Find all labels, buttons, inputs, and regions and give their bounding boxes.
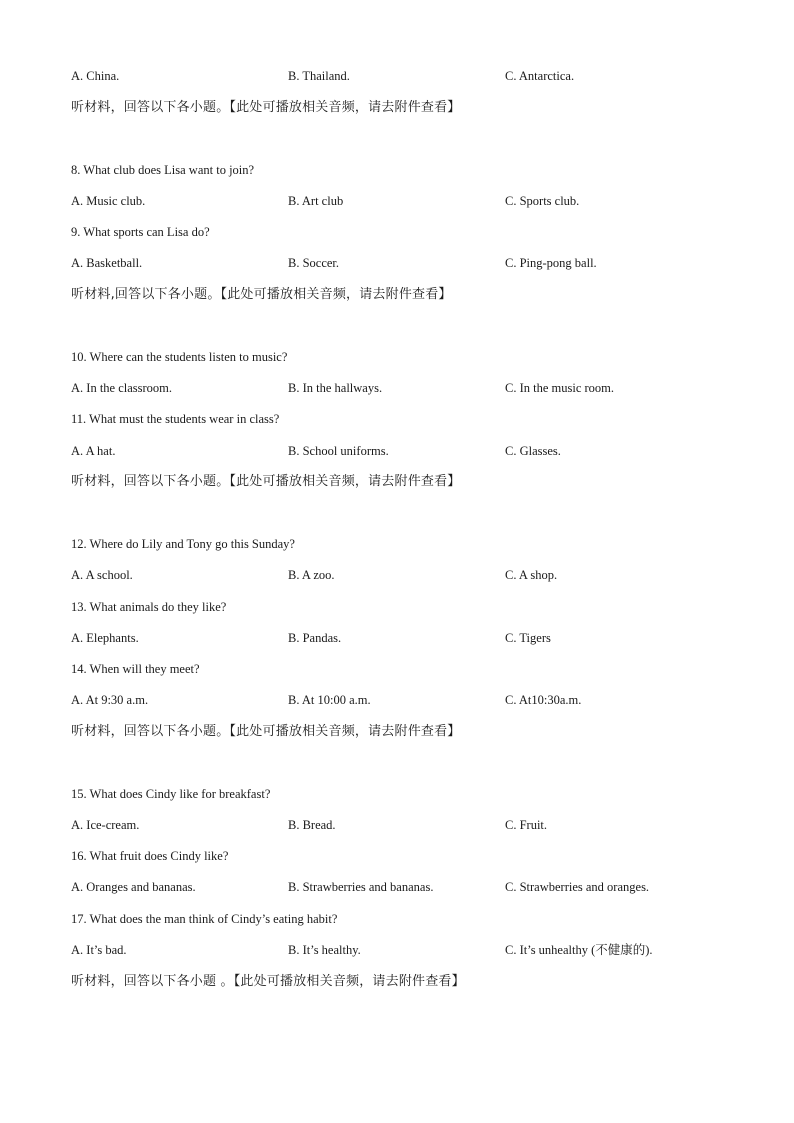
q15-option-b: B. Bread.	[288, 818, 336, 832]
question-10: 10. Where can the students listen to music?	[71, 350, 288, 364]
question-12: 12. Where do Lily and Tony go this Sunday?	[71, 537, 295, 551]
listening-instruction: 听材料，回答以下各小题。【此处可播放相关音频，请去附件查看】	[71, 474, 461, 489]
q10-option-a: A. In the classroom.	[71, 381, 173, 395]
q17-option-a: A. It’s bad.	[71, 943, 127, 957]
q8-option-a: A. Music club.	[71, 194, 146, 208]
q11-option-a: A. A hat.	[71, 444, 116, 458]
q17-option-b: B. It’s healthy.	[288, 943, 361, 957]
q7-option-a: A. China.	[71, 69, 120, 83]
q12-option-b: B. A zoo.	[288, 568, 335, 582]
q12-option-c: C. A shop.	[505, 568, 558, 582]
q8-option-c: C. Sports club.	[505, 194, 580, 208]
q9-option-b: B. Soccer.	[288, 256, 340, 270]
q13-option-b: B. Pandas.	[288, 631, 342, 645]
question-16: 16. What fruit does Cindy like?	[71, 849, 229, 863]
listening-instruction: 听材料，回答以下各小题。【此处可播放相关音频，请去附件查看】	[71, 100, 461, 115]
q11-option-b: B. School uniforms.	[288, 444, 389, 458]
q13-option-c: C. Tigers	[505, 631, 551, 645]
listening-instruction: 听材料,回答以下各小题。【此处可播放相关音频，请去附件查看】	[71, 287, 452, 302]
question-17: 17. What does the man think of Cindy’s eating habit?	[71, 912, 338, 926]
q16-option-b: B. Strawberries and bananas.	[288, 880, 434, 894]
q14-option-a: A. At 9:30 a.m.	[71, 693, 149, 707]
q7-option-c: C. Antarctica.	[505, 69, 575, 83]
q8-option-b: B. Art club	[288, 194, 344, 208]
q11-option-c: C. Glasses.	[505, 444, 561, 458]
q10-option-b: B. In the hallways.	[288, 381, 383, 395]
q7-option-b: B. Thailand.	[288, 69, 350, 83]
listening-instruction: 听材料，回答以下各小题 。【此处可播放相关音频，请去附件查看】	[71, 974, 465, 989]
q17-option-c: C. It’s unhealthy (不健康的).	[505, 943, 653, 957]
q13-option-a: A. Elephants.	[71, 631, 139, 645]
q15-option-c: C. Fruit.	[505, 818, 548, 832]
q9-option-c: C. Ping-pong ball.	[505, 256, 597, 270]
question-9: 9. What sports can Lisa do?	[71, 225, 210, 239]
question-11: 11. What must the students wear in class?	[71, 412, 280, 426]
q9-option-a: A. Basketball.	[71, 256, 143, 270]
q14-option-b: B. At 10:00 a.m.	[288, 693, 371, 707]
q16-option-c: C. Strawberries and oranges.	[505, 880, 650, 894]
q14-option-c: C. At10:30a.m.	[505, 693, 582, 707]
q10-option-c: C. In the music room.	[505, 381, 615, 395]
q15-option-a: A. Ice-cream.	[71, 818, 140, 832]
question-13: 13. What animals do they like?	[71, 600, 227, 614]
q12-option-a: A. A school.	[71, 568, 133, 582]
listening-instruction: 听材料，回答以下各小题。【此处可播放相关音频，请去附件查看】	[71, 724, 461, 739]
q16-option-a: A. Oranges and bananas.	[71, 880, 196, 894]
question-15: 15. What does Cindy like for breakfast?	[71, 787, 271, 801]
question-14: 14. When will they meet?	[71, 662, 200, 676]
question-8: 8. What club does Lisa want to join?	[71, 163, 255, 177]
